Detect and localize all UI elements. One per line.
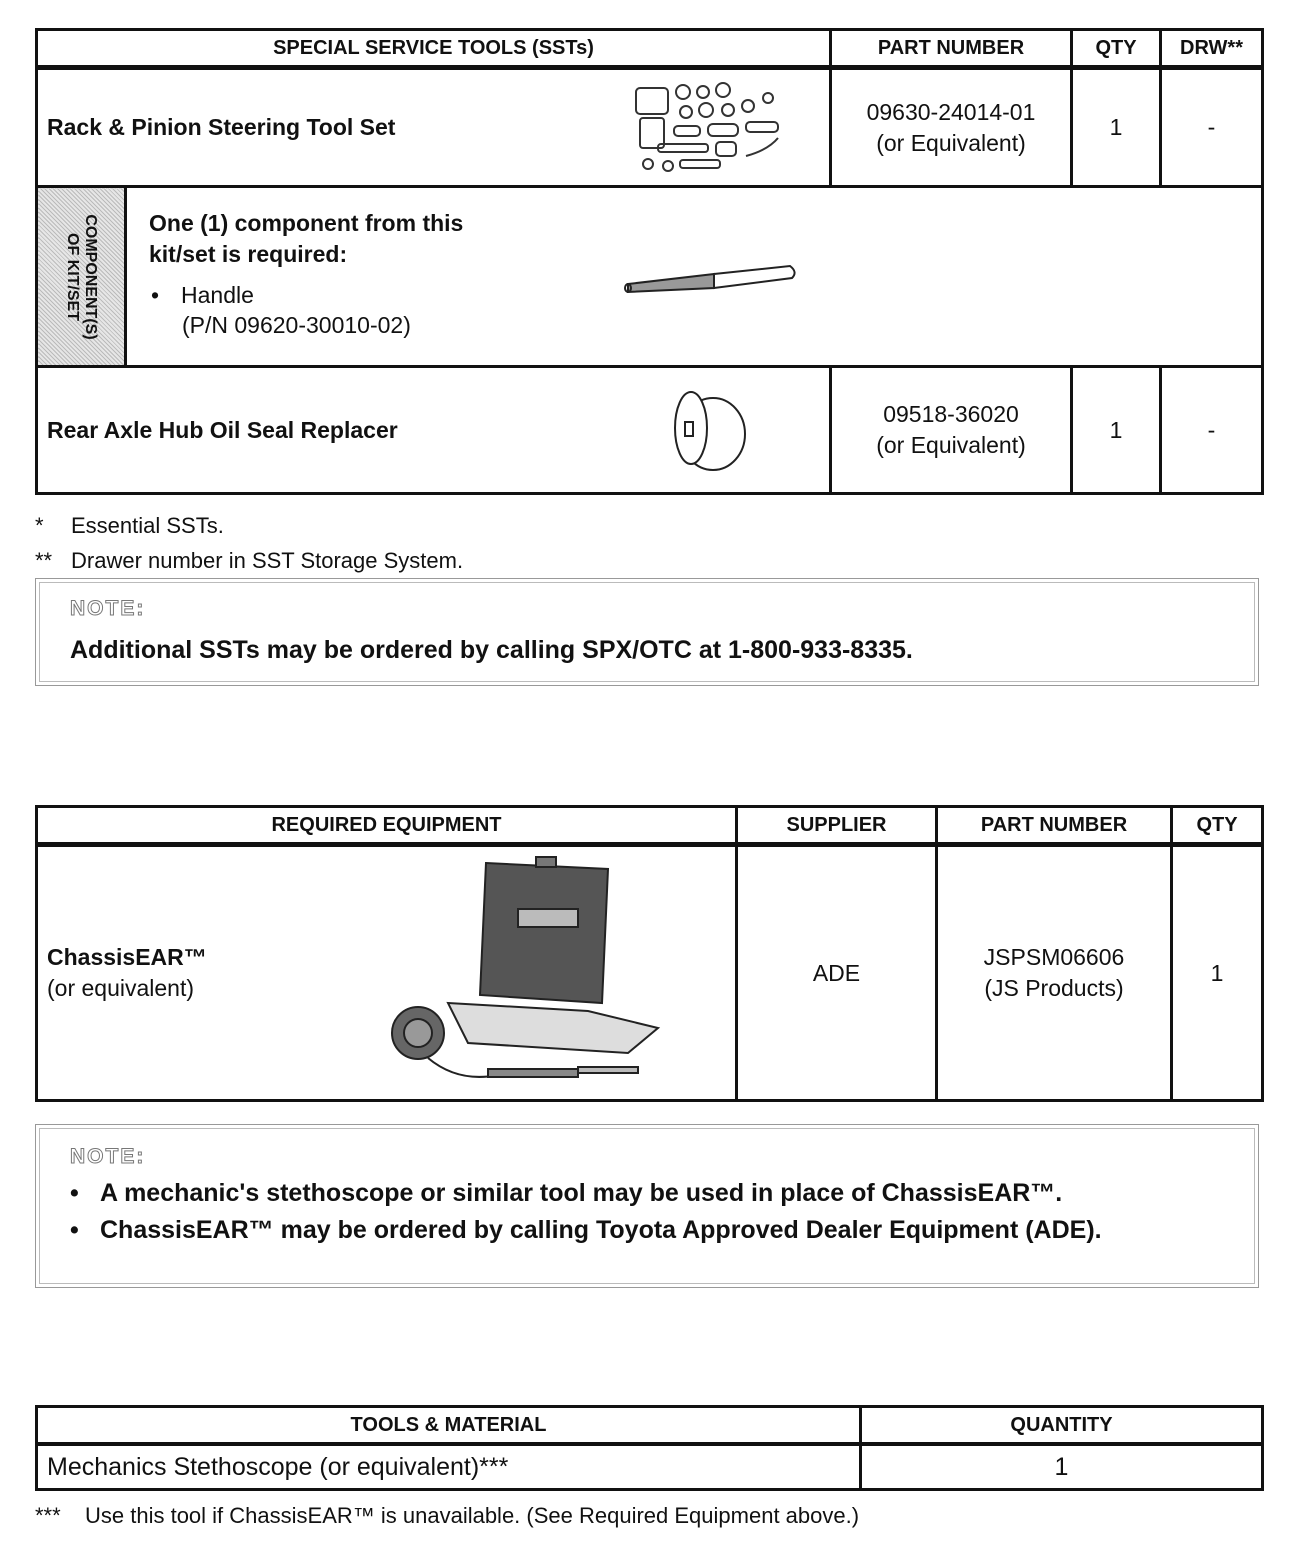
sst-part-number: 09630-24014-01 [866,98,1036,125]
component-cell [126,187,1263,367]
table-row [37,1444,1263,1490]
req-qty: 1 [1172,845,1263,1101]
note-label: NOTE: [70,1145,146,1168]
req-header-part-number: PART NUMBER [937,807,1172,845]
sst-tool-name: Rack & Pinion Steering Tool Set [47,114,396,140]
req-equipment-sub: (or equivalent) [47,975,195,1001]
sst-tool-name: Rear Axle Hub Oil Seal Replacer [47,416,398,443]
req-header-equipment: REQUIRED EQUIPMENT [37,807,737,845]
sst-drw: - [1161,367,1263,494]
req-header-supplier: SUPPLIER [737,807,937,845]
note-box [35,1124,1259,1288]
sst-qty: 1 [1072,68,1161,187]
sst-header-drw: DRW** [1161,30,1263,68]
sst-tool-cell [37,367,831,494]
component-side-label: COMPONENT(S) OF KIT/SET [64,213,99,340]
sst-header-qty: QTY [1072,30,1161,68]
note-label: NOTE: [70,597,146,620]
table-row [37,187,1263,367]
sst-part-number: 09518-36020 [883,401,1019,427]
sst-part-number-note: (or Equivalent) [876,129,1026,156]
sst-tool-cell [37,68,831,187]
note-box [35,578,1259,686]
chassisear-kit-image [388,853,668,1095]
note-item: • A mechanic's stethoscope or similar tool may be used in place of ChassisEAR™. [70,1175,1102,1212]
tm-header-tools: TOOLS & MATERIAL [37,1407,861,1445]
tm-qty: 1 [861,1444,1263,1490]
oil-seal-replacer-image [663,386,753,476]
sst-header-part-number: PART NUMBER [831,30,1072,68]
note-list [70,1175,1102,1249]
sst-part-number-cell [831,68,1072,187]
sst-part-number-cell [831,367,1072,494]
sst-header-tools: SPECIAL SERVICE TOOLS (SSTs) [37,30,831,68]
sst-part-number-note: (or Equivalent) [876,432,1026,458]
bullet-icon: • [70,1216,79,1244]
req-equipment-cell [37,845,737,1101]
req-part-number-cell [937,845,1172,1101]
footnote: * Essential SSTs. [35,513,224,538]
sst-table [35,28,1264,495]
bullet-icon: • [70,1179,79,1207]
component-item-name: Handle [181,282,254,308]
req-header-qty: QTY [1172,807,1263,845]
table-row [37,845,1263,1101]
table-row [37,68,1263,187]
tools-material-table [35,1405,1264,1491]
req-part-number-note: (JS Products) [984,975,1124,1001]
note-item: • ChassisEAR™ may be ordered by calling Toyota Approved Dealer Equipment (ADE). [70,1212,1102,1249]
table-row [37,367,1263,494]
component-heading: One (1) component from this kit/set is required: [149,210,464,267]
sst-drw: - [1161,68,1263,187]
req-supplier: ADE [737,845,937,1101]
handle-image [622,258,802,298]
sst-footnotes [35,508,463,578]
bullet-icon: • [151,282,160,308]
req-equipment-name: ChassisEAR™ [47,944,207,970]
component-item [151,280,411,340]
component-side-label-cell [37,187,126,367]
req-part-number: JSPSM06606 [983,944,1125,970]
tm-tool-name: Mechanics Stethoscope (or equivalent)*** [37,1444,861,1490]
steering-tool-set-image [628,78,788,178]
component-item-pn: (P/N 09620-30010-02) [182,312,411,338]
tools-footnote: *** Use this tool if ChassisEAR™ is unavailable. (See Required Equipment above.) [35,1503,860,1528]
note-text: Additional SSTs may be ordered by calling SPX/OTC at 1-800-933-8335. [70,636,913,664]
required-equipment-table [35,805,1264,1102]
footnote: ** Drawer number in SST Storage System. [35,548,464,573]
sst-qty: 1 [1072,367,1161,494]
tm-header-quantity: QUANTITY [861,1407,1263,1445]
